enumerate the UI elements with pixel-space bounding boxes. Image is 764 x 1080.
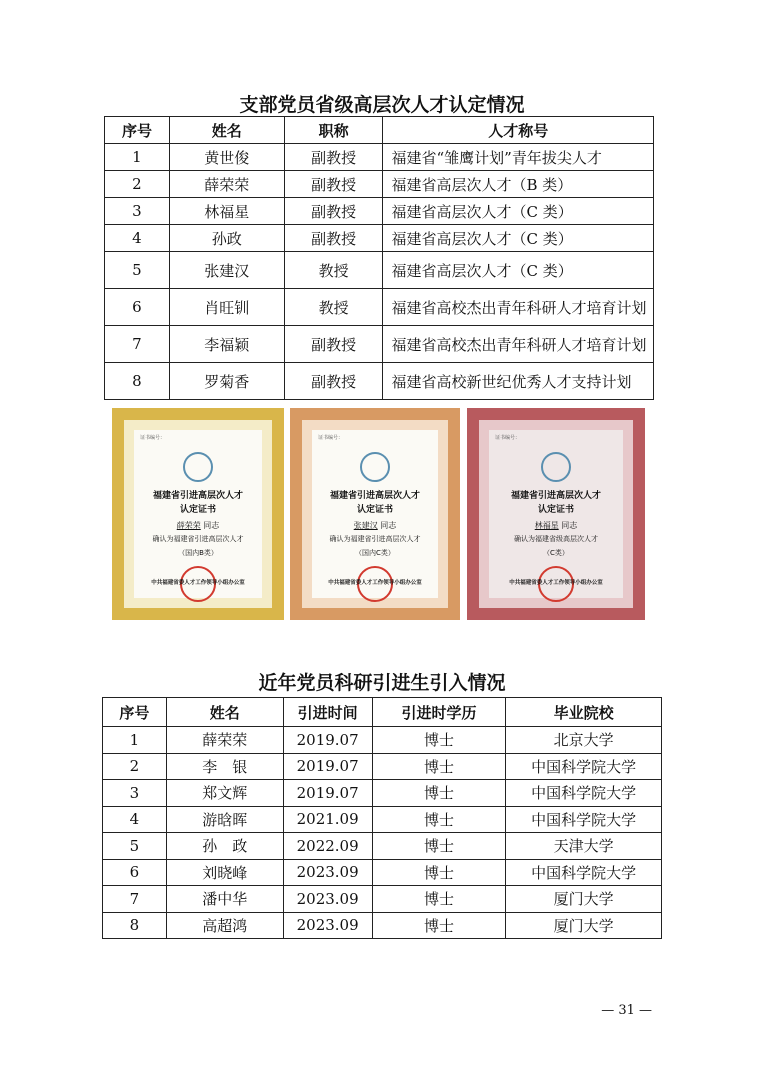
table-row bbox=[103, 833, 662, 860]
certificate-confirm-text: 确认为福建省引进高层次人才 bbox=[329, 535, 421, 543]
certificate-body bbox=[134, 430, 262, 598]
certificate-recipient bbox=[312, 520, 438, 531]
talent-table bbox=[104, 116, 654, 400]
cell-time: 2019.07 bbox=[283, 727, 372, 754]
certificate-recipient bbox=[134, 520, 262, 531]
certificate-issuer: 中共福建省委人才工作领导小组办公室 bbox=[328, 580, 422, 586]
cell-no: 2 bbox=[105, 171, 170, 198]
cell-no: 8 bbox=[103, 912, 167, 939]
cell-school: 中国科学院大学 bbox=[506, 780, 662, 807]
cell-title: 福建省高校新世纪优秀人才支持计划 bbox=[383, 363, 654, 400]
recipient-name: 张建汉 bbox=[353, 521, 378, 530]
section2-title: 近年党员科研引进生引入情况 bbox=[258, 672, 506, 694]
certificate-body bbox=[312, 430, 438, 598]
cell-school: 厦门大学 bbox=[506, 912, 662, 939]
cell-degree: 博士 bbox=[372, 806, 506, 833]
table-row bbox=[103, 912, 662, 939]
cell-no: 2 bbox=[103, 753, 167, 780]
certificate-body bbox=[489, 430, 623, 598]
header-no: 序号 bbox=[103, 698, 167, 727]
table-row bbox=[103, 727, 662, 754]
certificate-category: （国内C类） bbox=[355, 549, 395, 557]
cell-school: 中国科学院大学 bbox=[506, 859, 662, 886]
cell-degree: 博士 bbox=[372, 727, 506, 754]
cell-degree: 博士 bbox=[372, 886, 506, 913]
cell-no: 3 bbox=[103, 780, 167, 807]
cell-no: 8 bbox=[105, 363, 170, 400]
table-row bbox=[103, 780, 662, 807]
cell-name: 李福颖 bbox=[169, 326, 284, 363]
certificate-confirm-text: 确认为福建省引进高层次人才 bbox=[152, 535, 244, 543]
cell-school: 北京大学 bbox=[506, 727, 662, 754]
table-header-row bbox=[103, 698, 662, 727]
table-row bbox=[105, 171, 654, 198]
cell-time: 2022.09 bbox=[283, 833, 372, 860]
cell-no: 6 bbox=[105, 289, 170, 326]
header-school: 毕业院校 bbox=[506, 698, 662, 727]
cell-title: 福建省高层次人才（B 类） bbox=[383, 171, 654, 198]
recipient-suffix: 同志 bbox=[203, 521, 220, 530]
cell-time: 2023.09 bbox=[283, 912, 372, 939]
table-row bbox=[105, 252, 654, 289]
certificate-subtitle: 认定证书 bbox=[356, 505, 393, 515]
emblem-icon bbox=[183, 452, 213, 482]
cell-time: 2019.07 bbox=[283, 780, 372, 807]
emblem-icon bbox=[360, 452, 390, 482]
recipient-suffix: 同志 bbox=[561, 521, 578, 530]
certificate-number-label: 证书编号： bbox=[318, 435, 344, 441]
table-row bbox=[105, 289, 654, 326]
table-row bbox=[105, 326, 654, 363]
emblem-icon bbox=[541, 452, 571, 482]
cell-name: 孙 政 bbox=[166, 833, 283, 860]
cell-school: 中国科学院大学 bbox=[506, 806, 662, 833]
certificate-issuer: 中共福建省委人才工作领导小组办公室 bbox=[151, 580, 245, 586]
page-number: — 31 — bbox=[601, 1003, 652, 1018]
cell-no: 7 bbox=[103, 886, 167, 913]
header-title: 人才称号 bbox=[383, 117, 654, 144]
cell-title: 福建省高层次人才（C 类） bbox=[383, 252, 654, 289]
cell-degree: 博士 bbox=[372, 912, 506, 939]
cell-rank: 教授 bbox=[284, 252, 383, 289]
certificate-title: 福建省引进高层次人才 bbox=[152, 491, 243, 501]
cell-name: 潘中华 bbox=[166, 886, 283, 913]
cell-school: 厦门大学 bbox=[506, 886, 662, 913]
cell-rank: 副教授 bbox=[284, 225, 383, 252]
cell-title: 福建省高校杰出青年科研人才培育计划 bbox=[383, 289, 654, 326]
cell-no: 5 bbox=[103, 833, 167, 860]
table-row bbox=[105, 198, 654, 225]
cell-name: 刘晓峰 bbox=[166, 859, 283, 886]
certificate-confirm-text: 确认为福建省级高层次人才 bbox=[514, 535, 598, 543]
recipient-suffix: 同志 bbox=[380, 521, 397, 530]
cell-no: 1 bbox=[105, 144, 170, 171]
cell-time: 2019.07 bbox=[283, 753, 372, 780]
cell-time: 2023.09 bbox=[283, 859, 372, 886]
cell-name: 孙政 bbox=[169, 225, 284, 252]
header-name: 姓名 bbox=[166, 698, 283, 727]
cell-name: 游晗晖 bbox=[166, 806, 283, 833]
certificate-issuer: 中共福建省委人才工作领导小组办公室 bbox=[509, 580, 603, 586]
table-header-row bbox=[105, 117, 654, 144]
cell-no: 3 bbox=[105, 198, 170, 225]
table-row bbox=[103, 806, 662, 833]
cell-name: 罗菊香 bbox=[169, 363, 284, 400]
cell-name: 黄世俊 bbox=[169, 144, 284, 171]
cell-no: 1 bbox=[103, 727, 167, 754]
cell-name: 张建汉 bbox=[169, 252, 284, 289]
certificate-2 bbox=[290, 408, 460, 620]
cell-name: 薛荣荣 bbox=[166, 727, 283, 754]
cell-no: 6 bbox=[103, 859, 167, 886]
certificate-category: （C类） bbox=[543, 549, 569, 557]
table-row bbox=[105, 225, 654, 252]
recruit-table bbox=[102, 697, 662, 939]
certificate-number-label: 证书编号： bbox=[140, 435, 166, 441]
cell-title: 福建省“雏鹰计划”青年拔尖人才 bbox=[383, 144, 654, 171]
cell-name: 薛荣荣 bbox=[169, 171, 284, 198]
recipient-name: 林福星 bbox=[534, 521, 559, 530]
certificate-category: （国内B类） bbox=[178, 549, 218, 557]
header-degree: 引进时学历 bbox=[372, 698, 506, 727]
table-row bbox=[103, 753, 662, 780]
certificate-recipient bbox=[489, 520, 623, 531]
cell-name: 郑文辉 bbox=[166, 780, 283, 807]
certificate-3 bbox=[467, 408, 645, 620]
cell-rank: 副教授 bbox=[284, 198, 383, 225]
cell-degree: 博士 bbox=[372, 753, 506, 780]
cell-school: 天津大学 bbox=[506, 833, 662, 860]
cell-title: 福建省高层次人才（C 类） bbox=[383, 198, 654, 225]
cell-no: 5 bbox=[105, 252, 170, 289]
cell-title: 福建省高层次人才（C 类） bbox=[383, 225, 654, 252]
certificate-subtitle: 认定证书 bbox=[179, 505, 216, 515]
cell-degree: 博士 bbox=[372, 780, 506, 807]
header-time: 引进时间 bbox=[283, 698, 372, 727]
header-no: 序号 bbox=[105, 117, 170, 144]
table-row bbox=[103, 859, 662, 886]
header-rank: 职称 bbox=[284, 117, 383, 144]
cell-degree: 博士 bbox=[372, 859, 506, 886]
cell-no: 4 bbox=[105, 225, 170, 252]
cell-rank: 副教授 bbox=[284, 363, 383, 400]
certificate-title: 福建省引进高层次人才 bbox=[329, 491, 420, 501]
recipient-name: 薛荣荣 bbox=[176, 521, 201, 530]
cell-rank: 副教授 bbox=[284, 171, 383, 198]
cell-name: 李 银 bbox=[166, 753, 283, 780]
certificate-number-label: 证书编号： bbox=[495, 435, 521, 441]
table-row bbox=[103, 886, 662, 913]
cell-name: 高超鸿 bbox=[166, 912, 283, 939]
cell-name: 林福星 bbox=[169, 198, 284, 225]
table-row bbox=[105, 144, 654, 171]
cell-school: 中国科学院大学 bbox=[506, 753, 662, 780]
cell-rank: 副教授 bbox=[284, 326, 383, 363]
table-row bbox=[105, 363, 654, 400]
cell-time: 2023.09 bbox=[283, 886, 372, 913]
cell-no: 4 bbox=[103, 806, 167, 833]
cell-rank: 副教授 bbox=[284, 144, 383, 171]
cell-no: 7 bbox=[105, 326, 170, 363]
certificate-title: 福建省引进高层次人才 bbox=[510, 491, 601, 501]
certificate-1 bbox=[112, 408, 284, 620]
cell-degree: 博士 bbox=[372, 833, 506, 860]
cell-time: 2021.09 bbox=[283, 806, 372, 833]
cell-name: 肖旺钏 bbox=[169, 289, 284, 326]
cell-rank: 教授 bbox=[284, 289, 383, 326]
section1-title: 支部党员省级高层次人才认定情况 bbox=[239, 94, 525, 116]
header-name: 姓名 bbox=[169, 117, 284, 144]
certificate-subtitle: 认定证书 bbox=[537, 505, 574, 515]
cell-title: 福建省高校杰出青年科研人才培育计划 bbox=[383, 326, 654, 363]
